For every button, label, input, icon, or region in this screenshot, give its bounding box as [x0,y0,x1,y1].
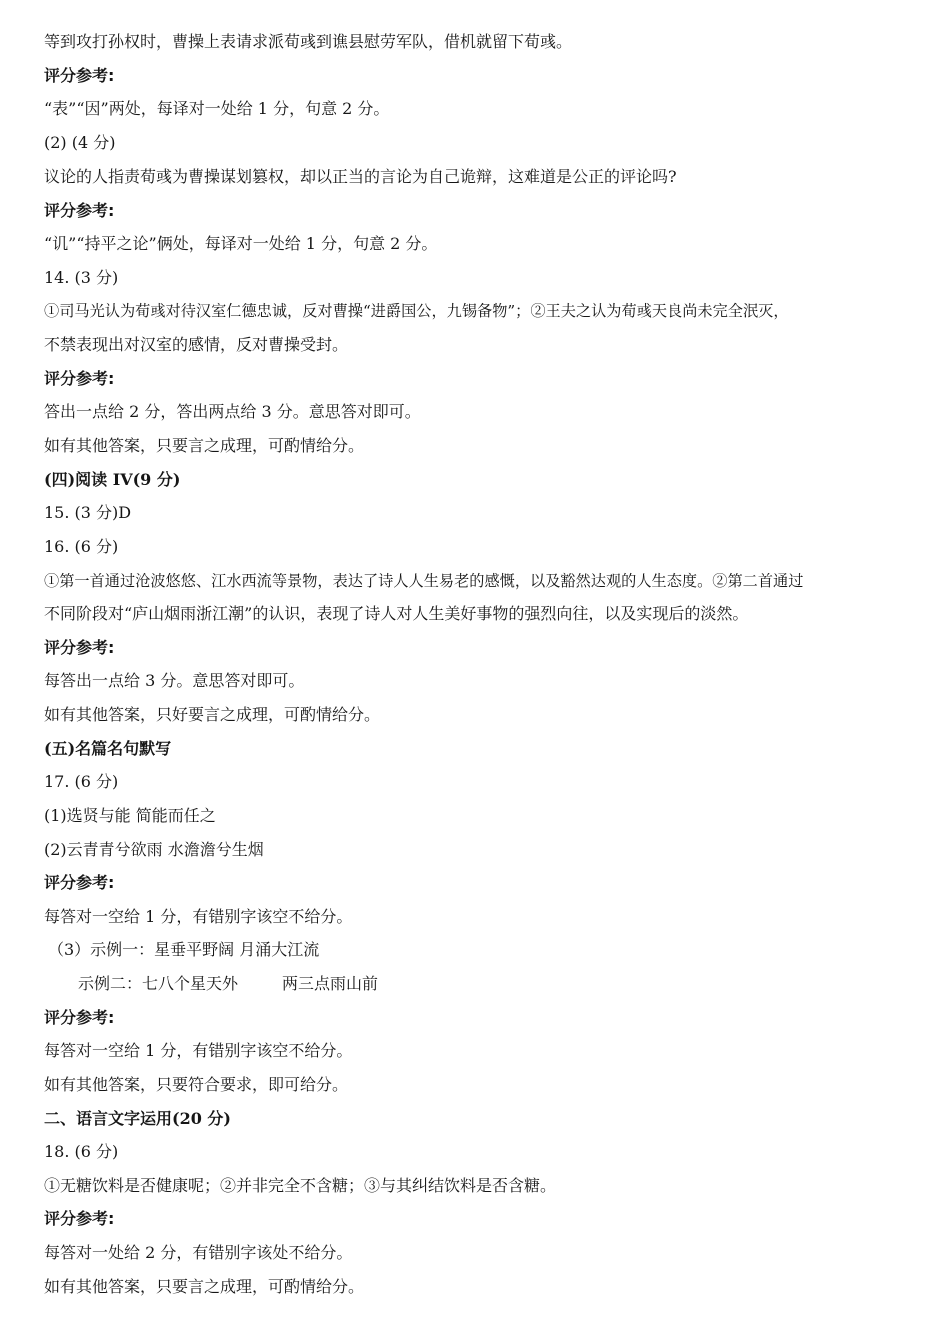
question-number: 17. (6 分) [44,772,119,791]
answer-line: ①无糖饮料是否健康呢；②并非完全不含糖；③与其纠结饮料是否含糖。 [44,1176,557,1195]
scoring-line: 如有其他答案，只好要言之成理，可酌情给分。 [44,705,381,724]
example-two-second: 两三点雨山前 [282,974,379,993]
answer-line: ①第一首通过沧波悠悠、江水西流等景物，表达了诗人人生易老的感慨，以及豁然达观的人生态度。②第二首通过 [44,572,804,590]
question-number: 16. (6 分) [44,537,119,556]
question-number: (2) (4 分) [44,133,116,152]
scoring-line: “表”“因”两处，每译对一处给 1 分，句意 2 分。 [44,99,390,118]
section-heading: (五)名篇名句默写 [44,739,172,758]
scoring-line: 如有其他答案，只要言之成理，可酌情给分。 [44,1277,365,1296]
question-number: 14. (3 分) [44,268,119,287]
example-two-first: 示例二：七八个星天外 [78,974,239,993]
scoring-line: 每答对一空给 1 分，有错别字该空不给分。 [44,907,353,926]
answer-line: 不同阶段对“庐山烟雨浙江潮”的认识，表现了诗人对人生美好事物的强烈向往，以及实现后的淡然。 [44,604,749,623]
answer-line: 议论的人指责荀彧为曹操谋划篡权，却以正当的言论为自己诡辩，这难道是公正的评论吗? [44,167,677,186]
scoring-heading: 评分参考: [44,873,115,892]
scoring-line: 答出一点给 2 分，答出两点给 3 分。意思答对即可。 [44,402,421,421]
scoring-heading: 评分参考: [44,1008,115,1027]
section-heading: (四)阅读 IV(9 分) [44,470,181,489]
scoring-line: “讥”“持平之论”俩处，每译对一处给 1 分，句意 2 分。 [44,234,438,253]
scoring-heading: 评分参考: [44,66,115,85]
scoring-line: 每答对一处给 2 分，有错别字该处不给分。 [44,1243,353,1262]
answer-line [78,973,920,995]
answer-line: (1)选贤与能 简能而任之 [44,806,216,825]
scoring-line: 每答对一空给 1 分，有错别字该空不给分。 [44,1041,353,1060]
answer-line: 不禁表现出对汉室的感情，反对曹操受封。 [44,335,349,354]
answer-line: (2)云青青兮欲雨 水澹澹兮生烟 [44,840,264,859]
scoring-line: 如有其他答案，只要符合要求，即可给分。 [44,1075,349,1094]
scoring-line: 如有其他答案，只要言之成理，可酌情给分。 [44,436,365,455]
scoring-heading: 评分参考: [44,638,115,657]
scoring-heading: 评分参考: [44,1209,115,1228]
scoring-heading: 评分参考: [44,369,115,388]
section-heading: 二、语言文字运用(20 分) [44,1109,231,1128]
answer-line: 等到攻打孙权时，曹操上表请求派荀彧到谯县慰劳军队，借机就留下荀彧。 [44,32,573,51]
answer-line: ①司马光认为荀彧对待汉室仁德忠诚，反对曹操“进爵国公，九锡备物”；②王夫之认为荀彧天良尚未完全泯灭， [44,302,789,320]
question-number: 15. (3 分)D [44,503,132,522]
scoring-line: 每答出一点给 3 分。意思答对即可。 [44,671,305,690]
question-number: 18. (6 分) [44,1142,119,1161]
answer-line: （3）示例一：星垂平野阔 月涌大江流 [48,940,320,959]
scoring-heading: 评分参考: [44,201,115,220]
